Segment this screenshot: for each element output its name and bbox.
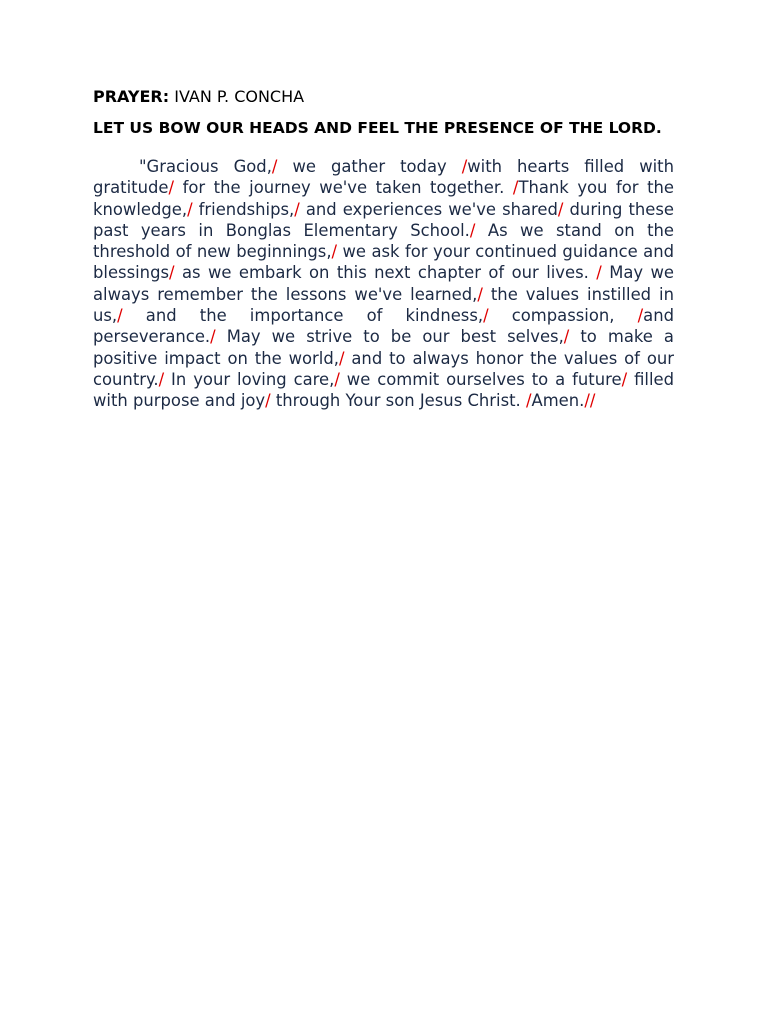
- pause-slash: /: [621, 369, 628, 389]
- pause-slash: /: [158, 369, 165, 389]
- pause-slash: /: [265, 391, 271, 411]
- body-text-segment: and the importance of kindness,: [122, 306, 484, 326]
- body-text-segment: compassion,: [488, 306, 638, 326]
- body-text-segment: during these past years in Bonglas Elementary School.: [93, 199, 674, 240]
- body-text-segment: we ask for your continued guidance and blessings: [93, 242, 674, 283]
- pause-slash: //: [584, 391, 596, 411]
- body-text-segment: we commit ourselves to a future: [339, 369, 622, 389]
- body-text-segment: and experiences we've shared: [299, 199, 558, 219]
- pause-slash: /: [596, 263, 602, 283]
- body-text-segment: As we stand on the threshold of new beginnings,: [93, 220, 674, 262]
- body-text-segment: as we embark on this next chapter of our lives.: [174, 263, 597, 283]
- body-text-segment: filled with purpose and joy: [93, 369, 674, 411]
- body-text-segment: and to always honor the values of our country.: [93, 348, 674, 389]
- prayer-credit: [93, 86, 674, 108]
- body-text-segment: the values instilled in us,: [93, 284, 674, 326]
- prayer-name: IVAN P. CONCHA: [169, 87, 305, 106]
- body-text-segment: Amen.: [531, 391, 585, 411]
- pause-slash: /: [271, 157, 278, 176]
- pause-slash: /: [117, 306, 123, 326]
- pause-slash: /: [477, 284, 483, 304]
- pause-slash: /: [331, 242, 338, 262]
- document-page: [93, 86, 674, 412]
- body-text-segment: May we always remember the lessons we've learned,: [93, 263, 674, 304]
- pause-slash: /: [334, 369, 340, 389]
- pause-slash: /: [338, 348, 345, 368]
- pause-slash: /: [169, 263, 175, 283]
- body-text-segment: friendships,: [192, 199, 295, 219]
- prayer-label: PRAYER:: [93, 87, 170, 106]
- body-text-segment: to make a positive impact on the world,: [93, 327, 674, 368]
- body-text-segment: "Gracious God,: [139, 157, 272, 176]
- pause-slash: /: [512, 178, 519, 198]
- pause-slash: /: [525, 391, 532, 411]
- body-text-segment: for the journey we've taken together.: [174, 178, 513, 198]
- pause-slash: /: [469, 220, 476, 240]
- pause-slash: /: [294, 199, 300, 219]
- body-text-segment: with hearts filled with gratitude: [93, 157, 674, 198]
- pause-slash: /: [210, 327, 216, 347]
- prayer-body: [93, 156, 674, 412]
- pause-slash: /: [563, 327, 570, 347]
- pause-slash: /: [461, 157, 468, 176]
- pause-slash: /: [483, 306, 489, 326]
- pause-slash: /: [637, 306, 644, 326]
- pause-slash: /: [168, 178, 175, 198]
- heading: LET US BOW OUR HEADS AND FEEL THE PRESENCE OF THE LORD.: [93, 119, 662, 137]
- body-text-segment: and perseverance.: [93, 306, 674, 347]
- body-text-segment: through Your son Jesus Christ.: [270, 391, 526, 411]
- pause-slash: /: [187, 199, 193, 219]
- body-text-segment: In your loving care,: [164, 369, 335, 389]
- pause-slash: /: [557, 199, 564, 219]
- body-text-segment: Thank you for the knowledge,: [93, 178, 674, 219]
- body-text-segment: we gather today: [277, 157, 462, 176]
- body-text-segment: May we strive to be our best selves,: [215, 327, 564, 347]
